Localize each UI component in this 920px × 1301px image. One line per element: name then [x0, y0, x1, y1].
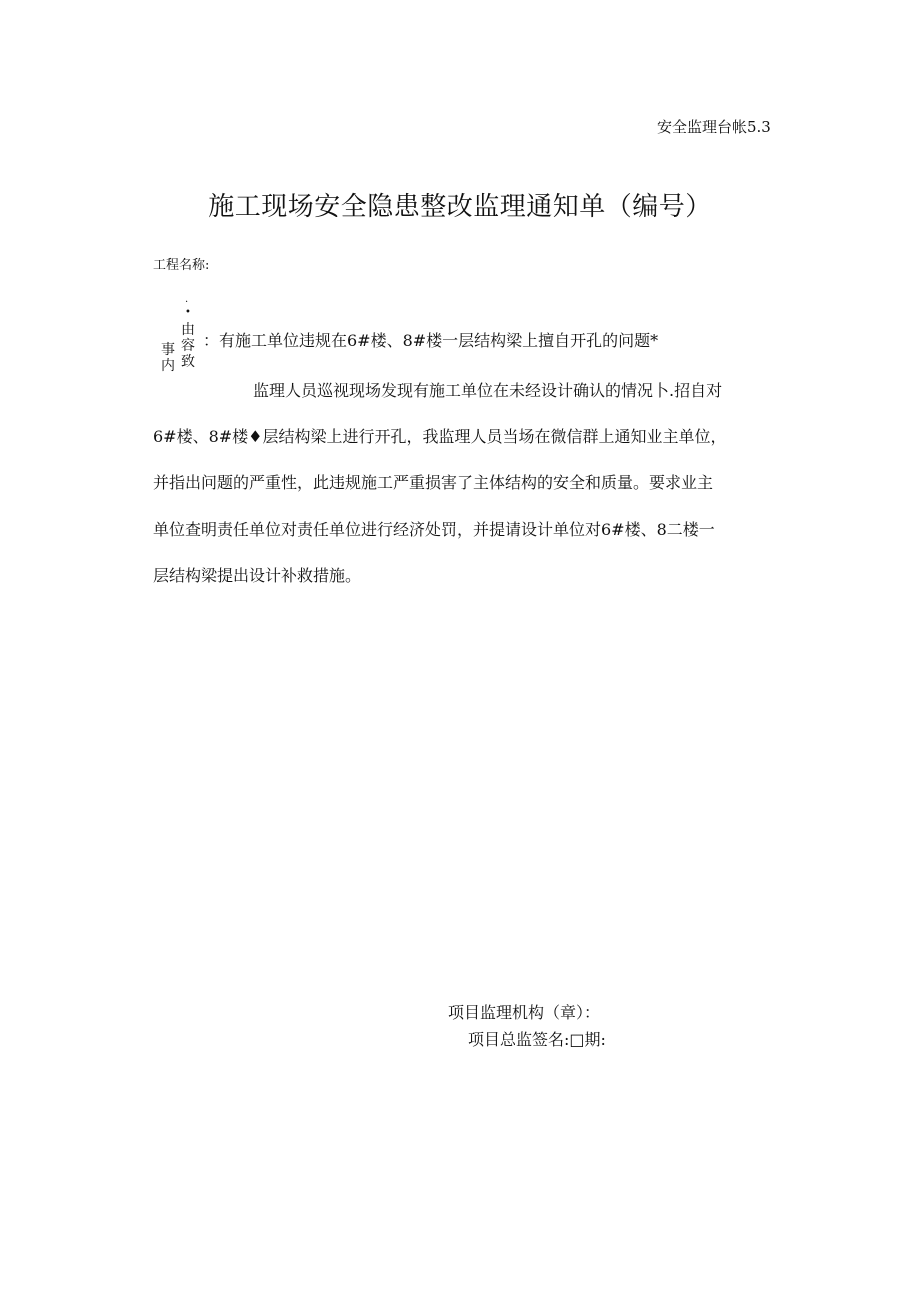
side-mark-bullet: • [185, 307, 191, 318]
side-label-column-2 [181, 322, 195, 370]
side-mark-dot: . [185, 294, 189, 305]
notice-body-line: 层结构梁提出设计补救措施。 [153, 565, 362, 585]
notice-body-line: 并指出问题的严重性，此违规施工严重损害了主体结构的安全和质量。要求业主 [153, 473, 714, 493]
project-name-label: 工程名称: [153, 258, 210, 273]
notice-body-line: 监理人员巡视现场发现有施工单位在未经设计确认的情况卜.招自对 [253, 381, 723, 400]
side-label-char: 事 [161, 342, 175, 358]
notice-summary: ：有施工单位违规在6#楼、8#楼一层结构梁上擅自开孔的问题* [203, 331, 659, 350]
ledger-reference: 安全监理台帐5.3 [657, 118, 771, 136]
side-label-char: 容 [181, 338, 195, 354]
side-label-char: 由 [181, 322, 195, 338]
page-title: 施工现场安全隐患整改监理通知单（编号） [208, 192, 712, 222]
notice-body-line: 6#楼、8#楼♦层结构梁上进行开孔，我监理人员当场在微信群上通知业主单位， [153, 427, 727, 447]
notice-body-line: 单位查明责任单位对责任单位进行经济处罚，并提请设计单位对6#楼、8二楼一 [153, 519, 715, 539]
side-label-char: 内 [161, 358, 175, 374]
chief-supervisor-signature: 项目总监签名:□期: [468, 1030, 606, 1049]
side-label-char: 致 [181, 354, 195, 370]
supervision-org-signature: 项目监理机构（章）： [448, 1003, 601, 1022]
notice-body [153, 368, 801, 599]
